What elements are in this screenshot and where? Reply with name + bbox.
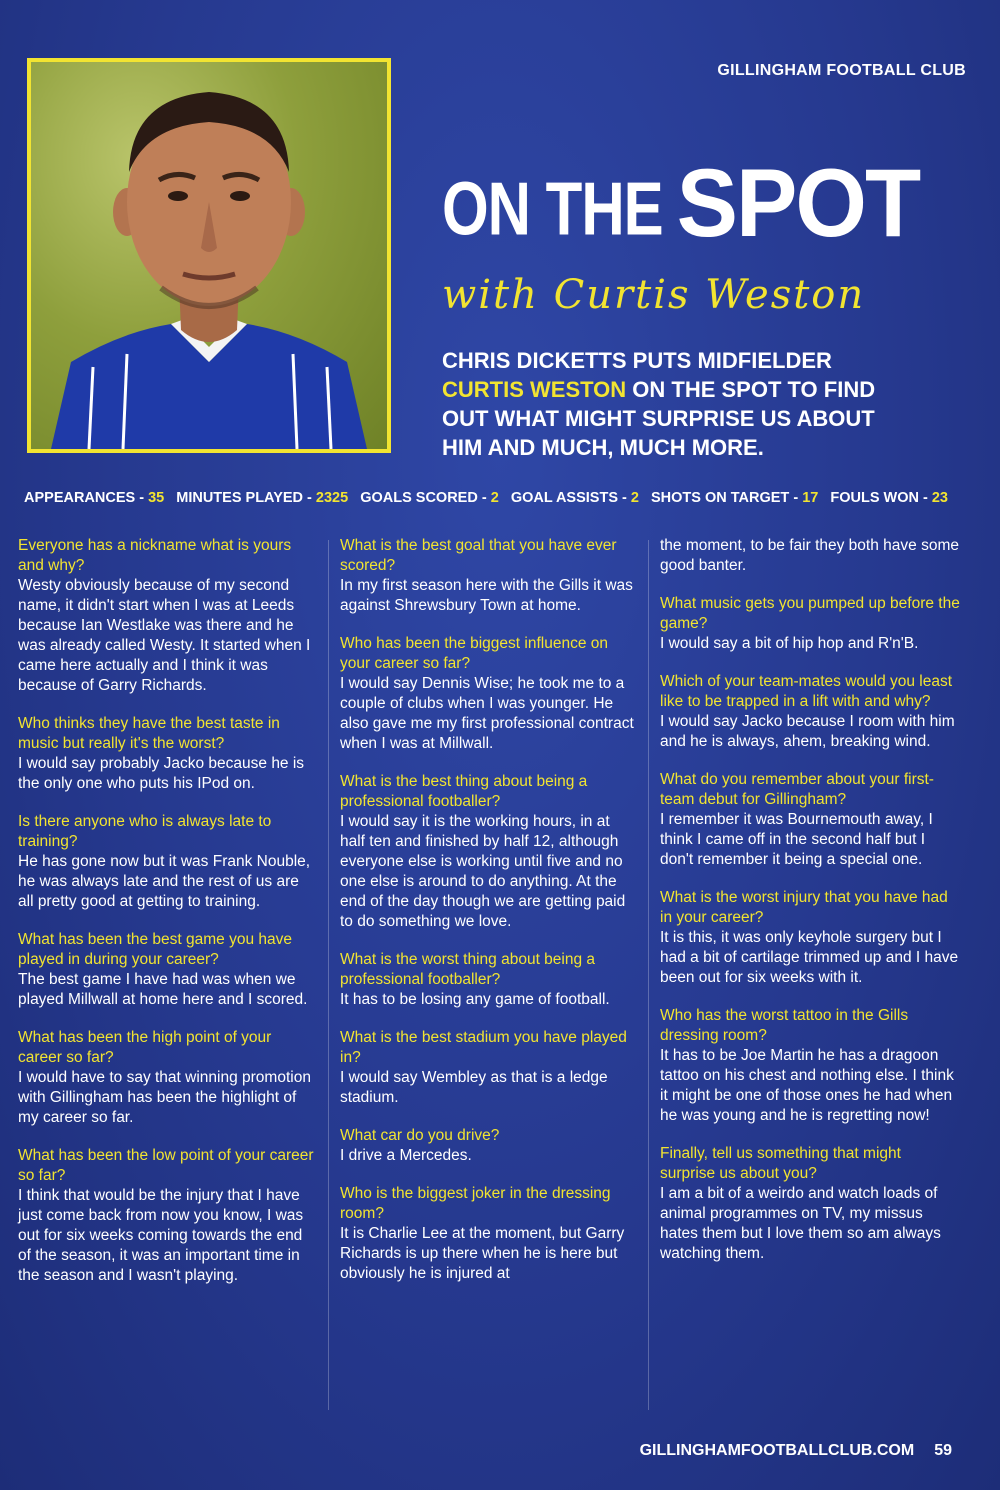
question: What is the best stadium you have played in? bbox=[340, 1029, 627, 1066]
column-divider bbox=[648, 540, 649, 1410]
question: Finally, tell us something that might surprise us about you? bbox=[660, 1145, 901, 1182]
qa-column-2 bbox=[340, 536, 636, 1302]
question: Who has the worst tattoo in the Gills dressing room? bbox=[660, 1007, 909, 1044]
answer: The best game I have had was when we played Millwall at home here and I scored. bbox=[18, 971, 308, 1008]
question: What do you remember about your first-team debut for Gillingham? bbox=[660, 771, 934, 808]
answer: In my first season here with the Gills it was against Shrewsbury Town at home. bbox=[340, 577, 633, 614]
answer: I remember it was Bournemouth away, I think I came off in the second half but I don't remember it being a special one. bbox=[660, 811, 933, 868]
qa-item bbox=[660, 770, 960, 870]
stat-label: MINUTES PLAYED bbox=[176, 490, 304, 506]
question: What is the worst thing about being a professional footballer? bbox=[340, 951, 596, 988]
qa-item bbox=[18, 536, 316, 696]
stats-bar bbox=[24, 490, 974, 506]
stat-label: SHOTS ON TARGET bbox=[651, 490, 790, 506]
intro-highlight-name: CURTIS WESTON bbox=[442, 377, 627, 402]
question: What is the best goal that you have ever scored? bbox=[340, 537, 617, 574]
stat-minutes-played: MINUTES PLAYED - 2325 bbox=[176, 490, 349, 506]
qa-item bbox=[340, 634, 636, 754]
qa-item-continued bbox=[660, 536, 960, 576]
qa-column-3 bbox=[660, 536, 960, 1282]
stat-value: 35 bbox=[148, 490, 165, 506]
stat-value: 2 bbox=[630, 490, 639, 506]
question: Which of your team-mates would you least like to be trapped in a lift with and why? bbox=[660, 673, 953, 710]
qa-item bbox=[18, 1028, 316, 1128]
footer-website: GILLINGHAMFOOTBALLCLUB.COM bbox=[639, 1442, 915, 1459]
answer: It is Charlie Lee at the moment, but Garry Richards is up there when he is here but obviously he is injured at bbox=[340, 1225, 625, 1282]
question: Who has been the biggest influence on your career so far? bbox=[340, 635, 608, 672]
answer: I think that would be the injury that I have just come back from now you know, I was out for six weeks coming towards the end of the season, it was an important time in the season and I wasn't playing. bbox=[18, 1187, 304, 1284]
qa-item bbox=[18, 930, 316, 1010]
stat-value: 2325 bbox=[315, 490, 349, 506]
question: Everyone has a nickname what is yours and why? bbox=[18, 537, 292, 574]
qa-item bbox=[660, 672, 960, 752]
answer: It has to be losing any game of football. bbox=[340, 991, 610, 1008]
answer: I would say a bit of hip hop and R'n'B. bbox=[660, 635, 919, 652]
answer: It has to be Joe Martin he has a dragoon tattoo on his chest and nothing else. I think it might be one of those ones he had when he was young and he is regretting now! bbox=[660, 1047, 954, 1124]
player-portrait-illustration bbox=[31, 62, 387, 449]
stat-label: APPEARANCES bbox=[24, 490, 136, 506]
answer: It is this, it was only keyhole surgery but I had a bit of cartilage trimmed up and I have been out for six weeks with it. bbox=[660, 929, 959, 986]
article-title bbox=[442, 150, 982, 258]
question: Is there anyone who is always late to training? bbox=[18, 813, 272, 850]
intro-text-end: ON THE SPOT TO FIND OUT WHAT MIGHT SURPRISE US ABOUT HIM AND MUCH, MUCH MORE. bbox=[442, 377, 876, 460]
answer: I would have to say that winning promotion with Gillingham has been the highlight of my career so far. bbox=[18, 1069, 311, 1126]
question: What has been the high point of your career so far? bbox=[18, 1029, 272, 1066]
stat-fouls-won: FOULS WON - 23 bbox=[830, 490, 948, 506]
club-name-header: GILLINGHAM FOOTBALL CLUB bbox=[717, 62, 966, 79]
question: What car do you drive? bbox=[340, 1127, 500, 1144]
question: What has been the best game you have played in during your career? bbox=[18, 931, 293, 968]
stat-goal-assists: GOAL ASSISTS - 2 bbox=[510, 490, 639, 506]
player-photo bbox=[27, 58, 391, 453]
qa-item bbox=[660, 1144, 960, 1264]
page-number: 59 bbox=[934, 1442, 952, 1459]
stat-value: 2 bbox=[490, 490, 499, 506]
qa-item bbox=[18, 812, 316, 912]
stat-shots-on-target: SHOTS ON TARGET - 17 bbox=[651, 490, 819, 506]
answer: I am a bit of a weirdo and watch loads of animal programmes on TV, my missus hates them but I love them so am always watching them. bbox=[660, 1185, 941, 1262]
qa-item bbox=[340, 1126, 636, 1166]
qa-item bbox=[660, 888, 960, 988]
answer: I would say it is the working hours, in at half ten and finished by half 12, although everyone else is working until five and no one else is around to do anything. At the end of the day though we are getting paid to do something we love. bbox=[340, 813, 626, 930]
qa-column-1 bbox=[18, 536, 316, 1304]
title-part-on-the: ON THE bbox=[442, 167, 663, 251]
intro-text-start: CHRIS DICKETTS PUTS MIDFIELDER bbox=[442, 348, 832, 373]
qa-item bbox=[660, 1006, 960, 1126]
qa-item bbox=[18, 714, 316, 794]
stat-value: 17 bbox=[802, 490, 819, 506]
qa-item bbox=[340, 536, 636, 616]
question: Who thinks they have the best taste in music but really it's the worst? bbox=[18, 715, 280, 752]
article-intro bbox=[442, 346, 912, 462]
qa-item bbox=[340, 772, 636, 932]
qa-item bbox=[18, 1146, 316, 1286]
answer: Westy obviously because of my second name, it didn't start when I was at Leeds because Ian Westlake was there and he was already called Westy. It started when I came here actually and I think it was because of Garry Richards. bbox=[18, 577, 311, 694]
question: Who is the biggest joker in the dressing room? bbox=[340, 1185, 611, 1222]
stat-label: FOULS WON bbox=[830, 490, 919, 506]
answer: I would say Dennis Wise; he took me to a couple of clubs when I was younger. He also gave me my first professional contract when I was at Millwall. bbox=[340, 675, 634, 752]
answer: the moment, to be fair they both have some good banter. bbox=[660, 537, 959, 574]
qa-item bbox=[660, 594, 960, 654]
column-divider bbox=[328, 540, 329, 1410]
qa-item bbox=[340, 1028, 636, 1108]
answer: I would say probably Jacko because he is the only one who puts his IPod on. bbox=[18, 755, 305, 792]
article-subtitle: with Curtis Weston bbox=[442, 272, 866, 318]
question: What music gets you pumped up before the game? bbox=[660, 595, 960, 632]
page-footer bbox=[640, 1442, 952, 1460]
stat-goals-scored: GOALS SCORED - 2 bbox=[360, 490, 499, 506]
qa-item bbox=[340, 950, 636, 1010]
question: What is the worst injury that you have had in your career? bbox=[660, 889, 948, 926]
question: What is the best thing about being a professional footballer? bbox=[340, 773, 588, 810]
answer: He has gone now but it was Frank Nouble, he was always late and the rest of us are all pretty good at getting to training. bbox=[18, 853, 311, 910]
stat-value: 23 bbox=[931, 490, 948, 506]
question: What has been the low point of your career so far? bbox=[18, 1147, 314, 1184]
stat-appearances: APPEARANCES - 35 bbox=[24, 490, 165, 506]
answer: I would say Wembley as that is a ledge stadium. bbox=[340, 1069, 608, 1106]
answer: I would say Jacko because I room with him and he is always, ahem, breaking wind. bbox=[660, 713, 955, 750]
stat-label: GOAL ASSISTS bbox=[510, 490, 618, 506]
qa-item bbox=[340, 1184, 636, 1284]
title-part-spot: SPOT bbox=[676, 150, 920, 258]
answer: I drive a Mercedes. bbox=[340, 1147, 472, 1164]
stat-label: GOALS SCORED bbox=[360, 490, 478, 506]
